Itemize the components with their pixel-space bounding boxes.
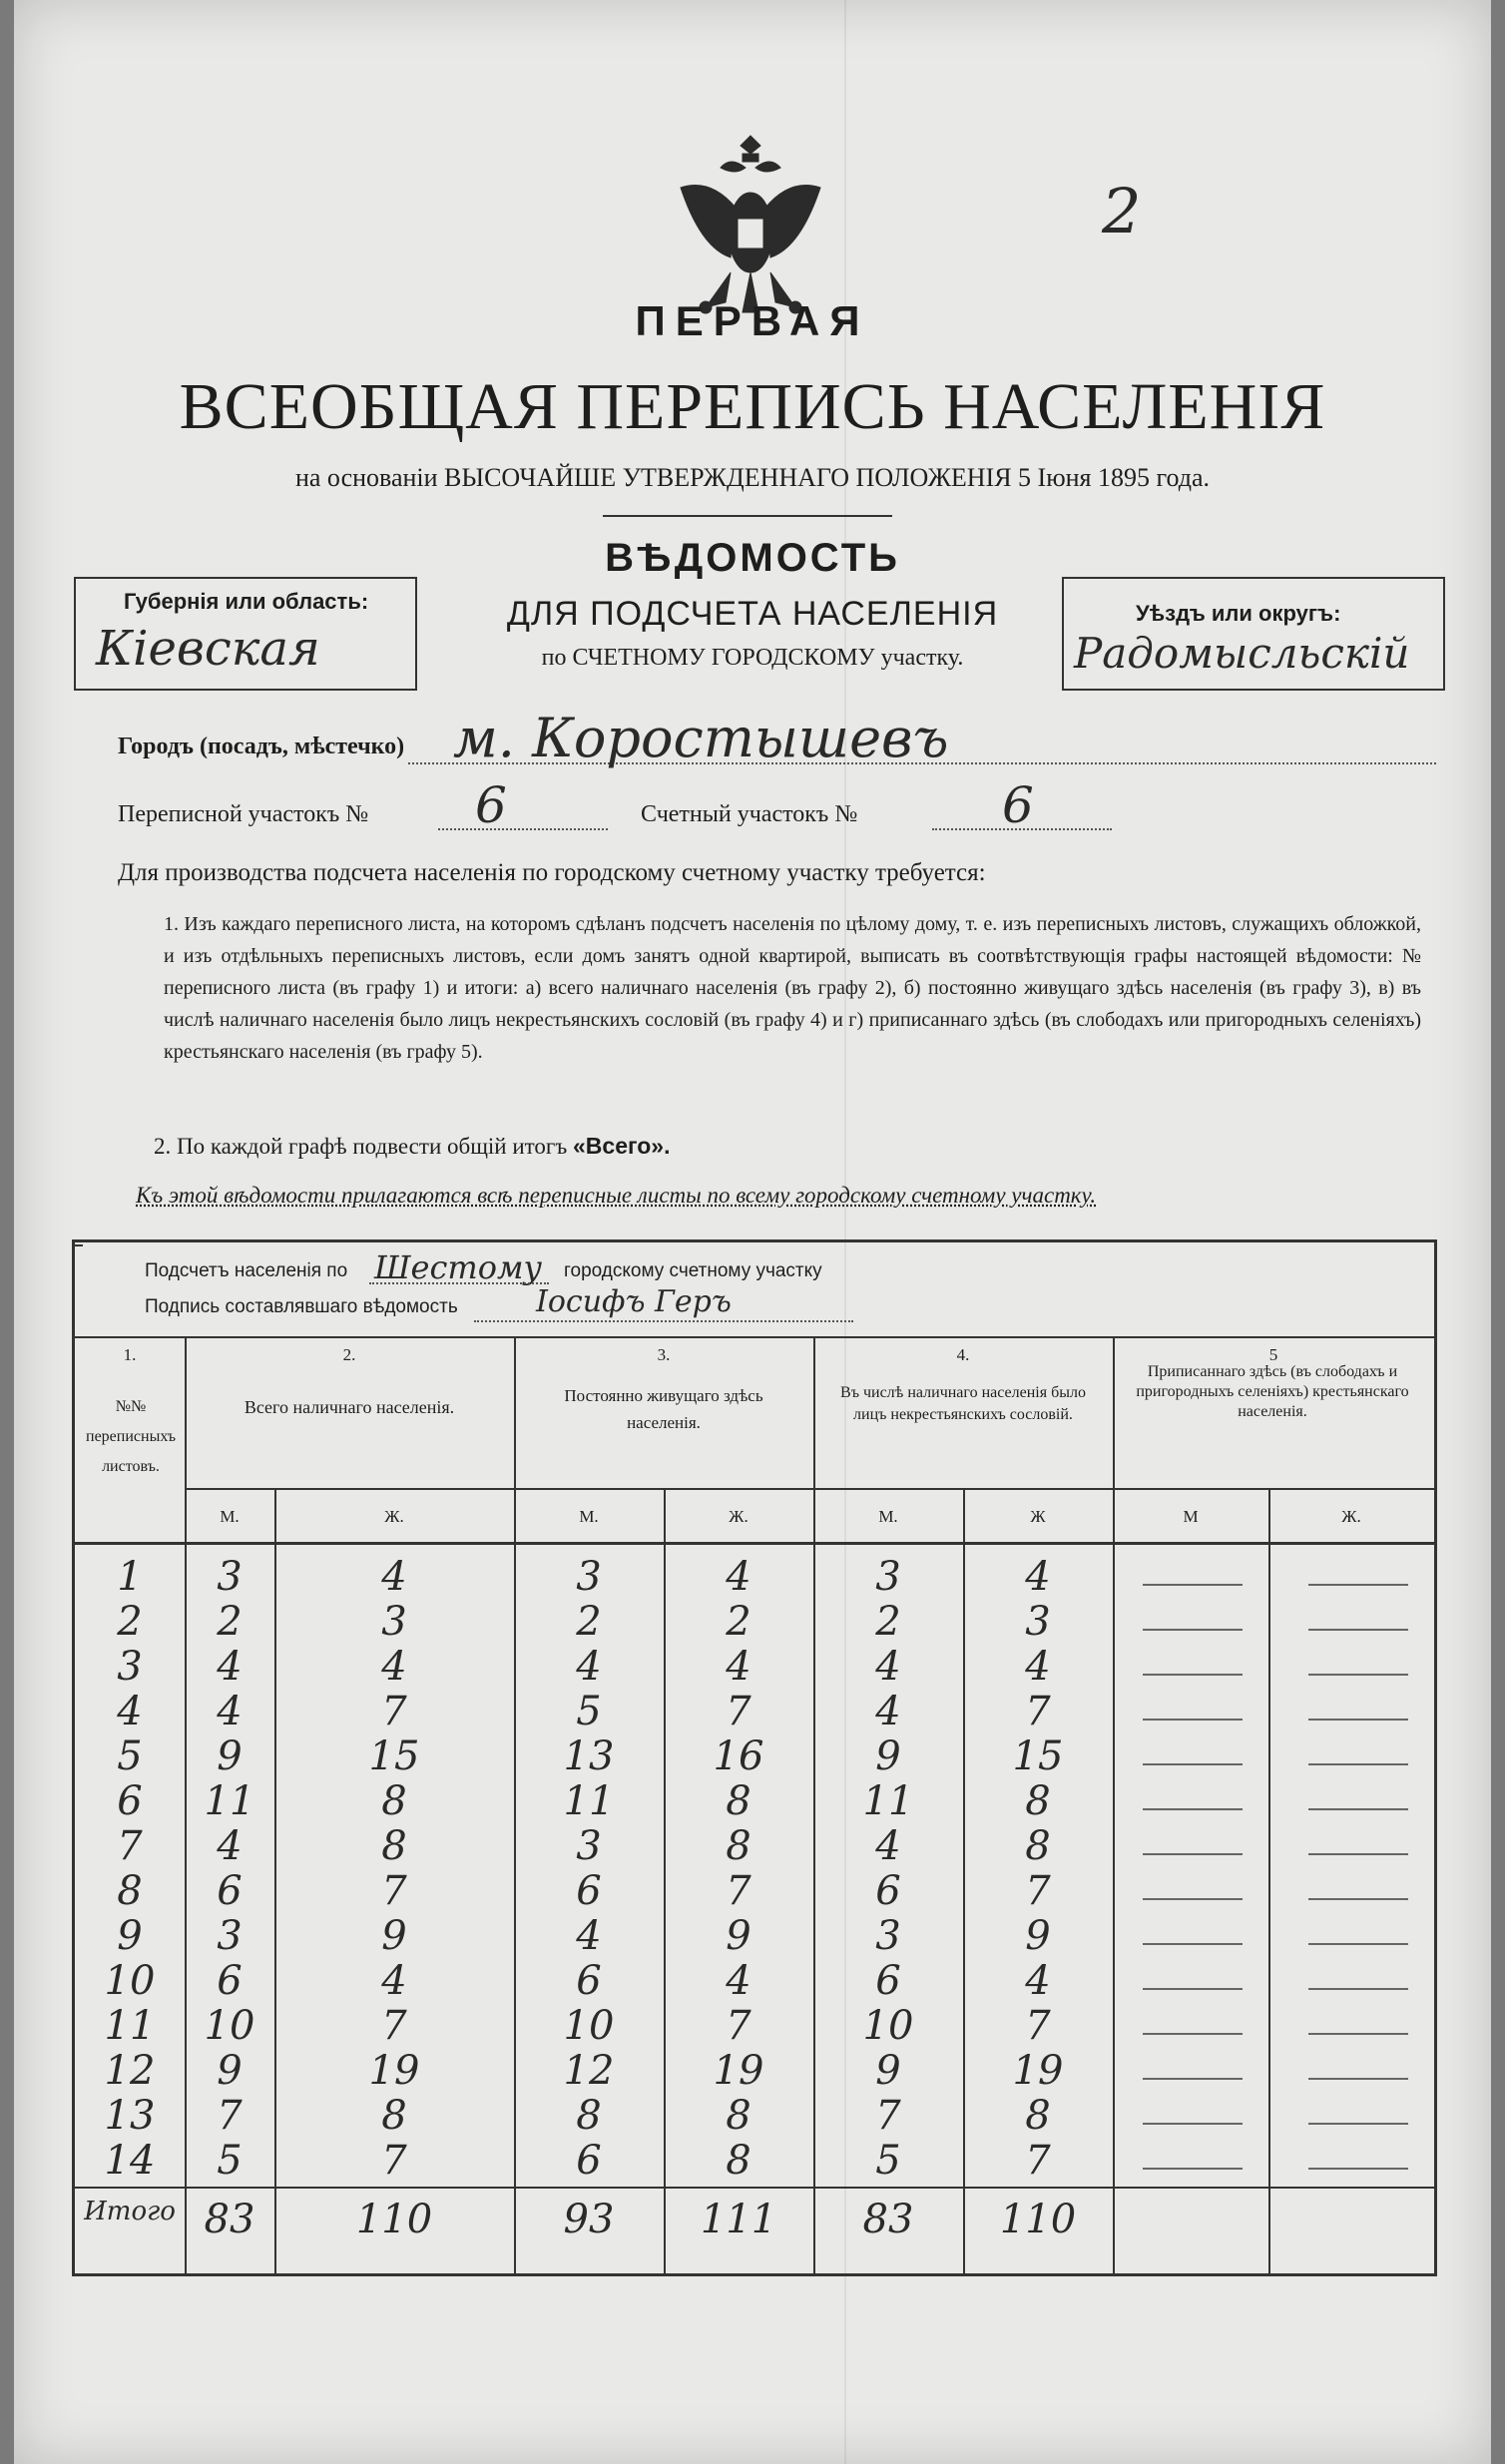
population-value: 11 bbox=[563, 1778, 615, 1824]
population-value: 6 bbox=[576, 1958, 602, 2004]
population-value: 10 bbox=[862, 2003, 914, 2049]
population-value: 2 bbox=[875, 1599, 901, 1645]
sub-header-col4-m: М. bbox=[878, 1507, 898, 1526]
count-label-b: городскому счетному участку bbox=[564, 1260, 822, 1281]
district-value: Радомысльскій bbox=[1074, 629, 1410, 678]
population-value: 10 bbox=[563, 2003, 615, 2049]
empty-dash bbox=[1308, 1853, 1408, 1855]
population-value: 3 bbox=[576, 1554, 602, 1600]
subheader-rule bbox=[185, 1488, 1434, 1490]
population-value: 4 bbox=[726, 1644, 752, 1690]
population-value: 7 bbox=[1025, 2138, 1051, 2184]
sheet-number: 3 bbox=[117, 1644, 143, 1690]
left-margin-rule bbox=[75, 1244, 83, 1246]
instructions-item-2 bbox=[154, 1133, 671, 1160]
population-value: 7 bbox=[726, 2003, 752, 2049]
population-value: 7 bbox=[726, 1689, 752, 1734]
population-value: 19 bbox=[368, 2048, 420, 2094]
header-bottom-rule bbox=[75, 1542, 1434, 1545]
sub-header-col4-f: Ж bbox=[1030, 1507, 1046, 1526]
population-value: 6 bbox=[576, 2138, 602, 2184]
population-value: 8 bbox=[1025, 1823, 1051, 1869]
empty-dash bbox=[1308, 2168, 1408, 2170]
population-value: 7 bbox=[217, 2093, 243, 2139]
sheet-number: 5 bbox=[117, 1733, 143, 1779]
population-value: 4 bbox=[576, 1913, 602, 1959]
col4-title: Въ числѣ наличнаго населенія было лицъ некрестьянскихъ сословій. bbox=[840, 1384, 1086, 1423]
empty-dash bbox=[1308, 1988, 1408, 1990]
empty-dash bbox=[1308, 1943, 1408, 1945]
sheet-number: 10 bbox=[104, 1958, 156, 2004]
population-value: 9 bbox=[1025, 1913, 1051, 1959]
population-value: 12 bbox=[563, 2048, 615, 2094]
empty-dash bbox=[1143, 2168, 1243, 2170]
population-value: 4 bbox=[875, 1644, 901, 1690]
population-value: 3 bbox=[1025, 1599, 1051, 1645]
instructions-intro: Для производства подсчета населенія по городскому счетному участку требуется: bbox=[118, 859, 986, 886]
population-value: 4 bbox=[726, 1958, 752, 2004]
empty-dash bbox=[1143, 1719, 1243, 1721]
empty-dash bbox=[1308, 1719, 1408, 1721]
count-label-a: Подсчетъ населенія по bbox=[145, 1260, 348, 1281]
sub-header-col2-m: М. bbox=[220, 1507, 240, 1526]
signature-line bbox=[474, 1320, 853, 1322]
statement-subtitle-2: по СЧЕТНОМУ ГОРОДСКОМУ участку. bbox=[541, 645, 964, 671]
census-section-label: Переписной участокъ № bbox=[118, 801, 369, 827]
statement-subtitle: ДЛЯ ПОДСЧЕТА НАСЕЛЕНІЯ bbox=[506, 595, 999, 633]
census-section-value: 6 bbox=[475, 776, 507, 834]
population-value: 8 bbox=[381, 2093, 407, 2139]
population-value: 13 bbox=[563, 1733, 615, 1779]
population-value: 8 bbox=[1025, 2093, 1051, 2139]
empty-dash bbox=[1308, 2123, 1408, 2125]
col-number-5: 5 bbox=[1268, 1345, 1278, 1364]
empty-dash bbox=[1308, 2078, 1408, 2080]
population-value: 3 bbox=[875, 1554, 901, 1600]
sub-header-col3-f: Ж. bbox=[729, 1507, 749, 1526]
population-value: 16 bbox=[713, 1733, 764, 1779]
population-value: 7 bbox=[381, 2003, 407, 2049]
signature-value: Іосифъ Геръ bbox=[536, 1284, 732, 1319]
col-divider-4 bbox=[1113, 1338, 1115, 2273]
population-value: 6 bbox=[875, 1958, 901, 2004]
sheet-number: 8 bbox=[117, 1868, 143, 1914]
total-label: Итого bbox=[84, 2197, 176, 2226]
population-value: 9 bbox=[875, 1733, 901, 1779]
empty-dash bbox=[1143, 1629, 1243, 1631]
population-value: 3 bbox=[875, 1913, 901, 1959]
empty-dash bbox=[1308, 1763, 1408, 1765]
col-divider-4a bbox=[963, 1488, 965, 2273]
population-value: 19 bbox=[1012, 2048, 1064, 2094]
population-value: 4 bbox=[576, 1644, 602, 1690]
title-separator bbox=[603, 515, 892, 517]
population-value: 8 bbox=[1025, 1778, 1051, 1824]
sub-header-col3-m: М. bbox=[579, 1507, 599, 1526]
population-value: 11 bbox=[204, 1778, 255, 1824]
district-label: Уѣздъ или округъ: bbox=[1136, 601, 1341, 626]
population-value: 3 bbox=[217, 1554, 243, 1600]
population-value: 7 bbox=[1025, 1868, 1051, 1914]
city-value: м. Коростышевъ bbox=[453, 707, 949, 769]
province-value: Кіевская bbox=[96, 621, 320, 677]
empty-dash bbox=[1143, 1584, 1243, 1586]
sheet-number: 4 bbox=[117, 1689, 143, 1734]
census-form-sheet bbox=[14, 0, 1491, 2464]
sheet-number: 12 bbox=[104, 2048, 156, 2094]
population-value: 8 bbox=[381, 1778, 407, 1824]
province-label: Губернія или область: bbox=[124, 589, 369, 614]
population-value: 4 bbox=[381, 1554, 407, 1600]
col1-title: №№ переписныхъ листовъ. bbox=[86, 1398, 176, 1475]
statement-title: ВѢДОМОСТЬ bbox=[605, 536, 900, 580]
col5-title: Приписаннаго здѣсь (въ слободахъ и пригородныхъ селеніяхъ) крестьянскаго населенія. bbox=[1136, 1363, 1409, 1420]
col-divider-3 bbox=[813, 1338, 815, 2273]
population-value: 3 bbox=[381, 1599, 407, 1645]
sub-header-col2-f: Ж. bbox=[384, 1507, 404, 1526]
population-value: 7 bbox=[381, 1689, 407, 1734]
total-value: 93 bbox=[563, 2197, 615, 2242]
population-value: 5 bbox=[576, 1689, 602, 1734]
population-value: 9 bbox=[217, 2048, 243, 2094]
count-section-value: 6 bbox=[1002, 776, 1034, 834]
sheet-number: 9 bbox=[117, 1913, 143, 1959]
population-value: 4 bbox=[217, 1823, 243, 1869]
population-value: 4 bbox=[217, 1689, 243, 1734]
population-value: 8 bbox=[726, 2093, 752, 2139]
sheet-number: 1 bbox=[117, 1554, 143, 1600]
total-value: 110 bbox=[355, 2197, 433, 2242]
population-value: 5 bbox=[875, 2138, 901, 2184]
population-value: 4 bbox=[1025, 1554, 1051, 1600]
empty-dash bbox=[1308, 1584, 1408, 1586]
empty-dash bbox=[1308, 2033, 1408, 2035]
title-first: ПЕРВАЯ bbox=[635, 297, 870, 344]
population-value: 9 bbox=[217, 1733, 243, 1779]
population-value: 6 bbox=[576, 1868, 602, 1914]
population-value: 4 bbox=[381, 1958, 407, 2004]
population-value: 5 bbox=[217, 2138, 243, 2184]
instructions-item-2-bold: «Всего». bbox=[573, 1133, 671, 1159]
population-value: 8 bbox=[576, 2093, 602, 2139]
instructions-item-2-text: 2. По каждой графѣ подвести общій итогъ bbox=[154, 1134, 568, 1159]
population-value: 4 bbox=[875, 1689, 901, 1734]
col2-title: Всего наличнаго населенія. bbox=[244, 1397, 455, 1417]
empty-dash bbox=[1143, 1898, 1243, 1900]
col-divider-2 bbox=[514, 1338, 516, 2273]
signature-label: Подпись составлявшаго вѣдомость bbox=[145, 1296, 458, 1317]
census-section-line bbox=[438, 828, 608, 830]
title-basis: на основаніи ВЫСОЧАЙШЕ УТВЕРЖДЕННАГО ПОЛОЖЕНІЯ 5 Іюня 1895 года. bbox=[294, 463, 1211, 492]
population-value: 4 bbox=[1025, 1958, 1051, 2004]
population-value: 4 bbox=[875, 1823, 901, 1869]
empty-dash bbox=[1143, 1763, 1243, 1765]
sheet-number: 13 bbox=[104, 2093, 156, 2139]
population-value: 4 bbox=[381, 1644, 407, 1690]
empty-dash bbox=[1143, 1808, 1243, 1810]
sheet-number: 7 bbox=[117, 1823, 143, 1869]
population-value: 7 bbox=[1025, 2003, 1051, 2049]
total-value: 111 bbox=[700, 2197, 777, 2242]
population-value: 6 bbox=[875, 1868, 901, 1914]
instructions-note: Къ этой вѣдомости прилагаются всѣ переписные листы по всему городскому счетному участку. bbox=[136, 1183, 1097, 1208]
sub-header-col5-f: Ж. bbox=[1341, 1507, 1361, 1526]
empty-dash bbox=[1308, 1898, 1408, 1900]
empty-dash bbox=[1143, 1943, 1243, 1945]
population-value: 4 bbox=[217, 1644, 243, 1690]
population-value: 4 bbox=[726, 1554, 752, 1600]
population-value: 3 bbox=[217, 1913, 243, 1959]
instructions-item-1: 1. Изъ каждаго переписного листа, на которомъ сдѣланъ подсчетъ населенія по цѣлому дому, т. е. изъ переписныхъ листовъ, служащихъ обложкой, и изъ отдѣльныхъ переписныхъ листовъ, если домъ занятъ одной квартирой, выписать въ соотвѣтствующія графы настоящей вѣдомости: № переписного листа (въ графу 1) и итоги: а) всего наличнаго населенія (въ графу 2), б) постоянно живущаго здѣсь населенія (въ графу 3), в) въ числѣ наличнаго населенія было лицъ некрестьянскихъ сословій (въ графу 4) и г) приписаннаго здѣсь (въ слободахъ или пригородныхъ селеніяхъ) крестьянскаго населенія (въ графу 5). bbox=[164, 913, 1421, 1063]
population-value: 8 bbox=[726, 2138, 752, 2184]
empty-dash bbox=[1143, 1988, 1243, 1990]
population-value: 6 bbox=[217, 1868, 243, 1914]
population-value: 7 bbox=[381, 1868, 407, 1914]
population-value: 9 bbox=[875, 2048, 901, 2094]
total-value: 83 bbox=[862, 2197, 914, 2242]
population-value: 3 bbox=[576, 1823, 602, 1869]
population-value: 7 bbox=[1025, 1689, 1051, 1734]
count-value-line bbox=[369, 1282, 549, 1284]
count-section-label: Счетный участокъ № bbox=[641, 801, 858, 827]
header-top-rule bbox=[75, 1336, 1434, 1338]
empty-dash bbox=[1143, 2078, 1243, 2080]
population-value: 4 bbox=[1025, 1644, 1051, 1690]
district-box bbox=[1062, 577, 1445, 691]
population-value: 6 bbox=[217, 1958, 243, 2004]
sheet-number: 14 bbox=[104, 2138, 156, 2184]
col-divider-3a bbox=[664, 1488, 666, 2273]
empty-dash bbox=[1143, 2123, 1243, 2125]
population-value: 9 bbox=[726, 1913, 752, 1959]
population-value: 7 bbox=[726, 1868, 752, 1914]
population-value: 15 bbox=[1012, 1733, 1064, 1779]
population-value: 7 bbox=[875, 2093, 901, 2139]
total-value: 110 bbox=[999, 2197, 1077, 2242]
population-value: 7 bbox=[381, 2138, 407, 2184]
corner-number: 2 bbox=[1102, 175, 1142, 247]
city-label: Городъ (посадъ, мѣстечко) bbox=[118, 734, 405, 759]
population-count-table bbox=[72, 1239, 1437, 2276]
empty-dash bbox=[1143, 1674, 1243, 1676]
population-value: 2 bbox=[576, 1599, 602, 1645]
population-value: 9 bbox=[381, 1913, 407, 1959]
col-divider-5a bbox=[1268, 1488, 1270, 2273]
empty-dash bbox=[1143, 1853, 1243, 1855]
col3-title: Постоянно живущаго здѣсь населенія. bbox=[564, 1386, 763, 1432]
empty-dash bbox=[1308, 1808, 1408, 1810]
sheet-number: 11 bbox=[104, 2003, 156, 2049]
sheet-number: 2 bbox=[117, 1599, 143, 1645]
title-main: ВСЕОБЩАЯ ПЕРЕПИСЬ НАСЕЛЕНІЯ bbox=[179, 370, 1326, 443]
empty-dash bbox=[1308, 1674, 1408, 1676]
col-number-3: 3. bbox=[657, 1345, 671, 1364]
population-value: 11 bbox=[862, 1778, 914, 1824]
population-value: 8 bbox=[726, 1778, 752, 1824]
population-value: 8 bbox=[726, 1823, 752, 1869]
col-number-1: 1. bbox=[123, 1345, 137, 1364]
col-number-4: 4. bbox=[956, 1345, 970, 1364]
col-number-2: 2. bbox=[342, 1345, 356, 1364]
population-value: 10 bbox=[204, 2003, 255, 2049]
province-box bbox=[74, 577, 417, 691]
population-value: 2 bbox=[217, 1599, 243, 1645]
sheet-number: 6 bbox=[117, 1778, 143, 1824]
total-value: 83 bbox=[204, 2197, 255, 2242]
sub-header-col5-m: М bbox=[1183, 1507, 1199, 1526]
population-value: 2 bbox=[726, 1599, 752, 1645]
population-value: 15 bbox=[368, 1733, 420, 1779]
population-value: 8 bbox=[381, 1823, 407, 1869]
count-value: Шестому bbox=[374, 1248, 543, 1286]
empty-dash bbox=[1308, 1629, 1408, 1631]
total-rule bbox=[75, 2187, 1434, 2189]
empty-dash bbox=[1143, 2033, 1243, 2035]
population-value: 19 bbox=[713, 2048, 764, 2094]
